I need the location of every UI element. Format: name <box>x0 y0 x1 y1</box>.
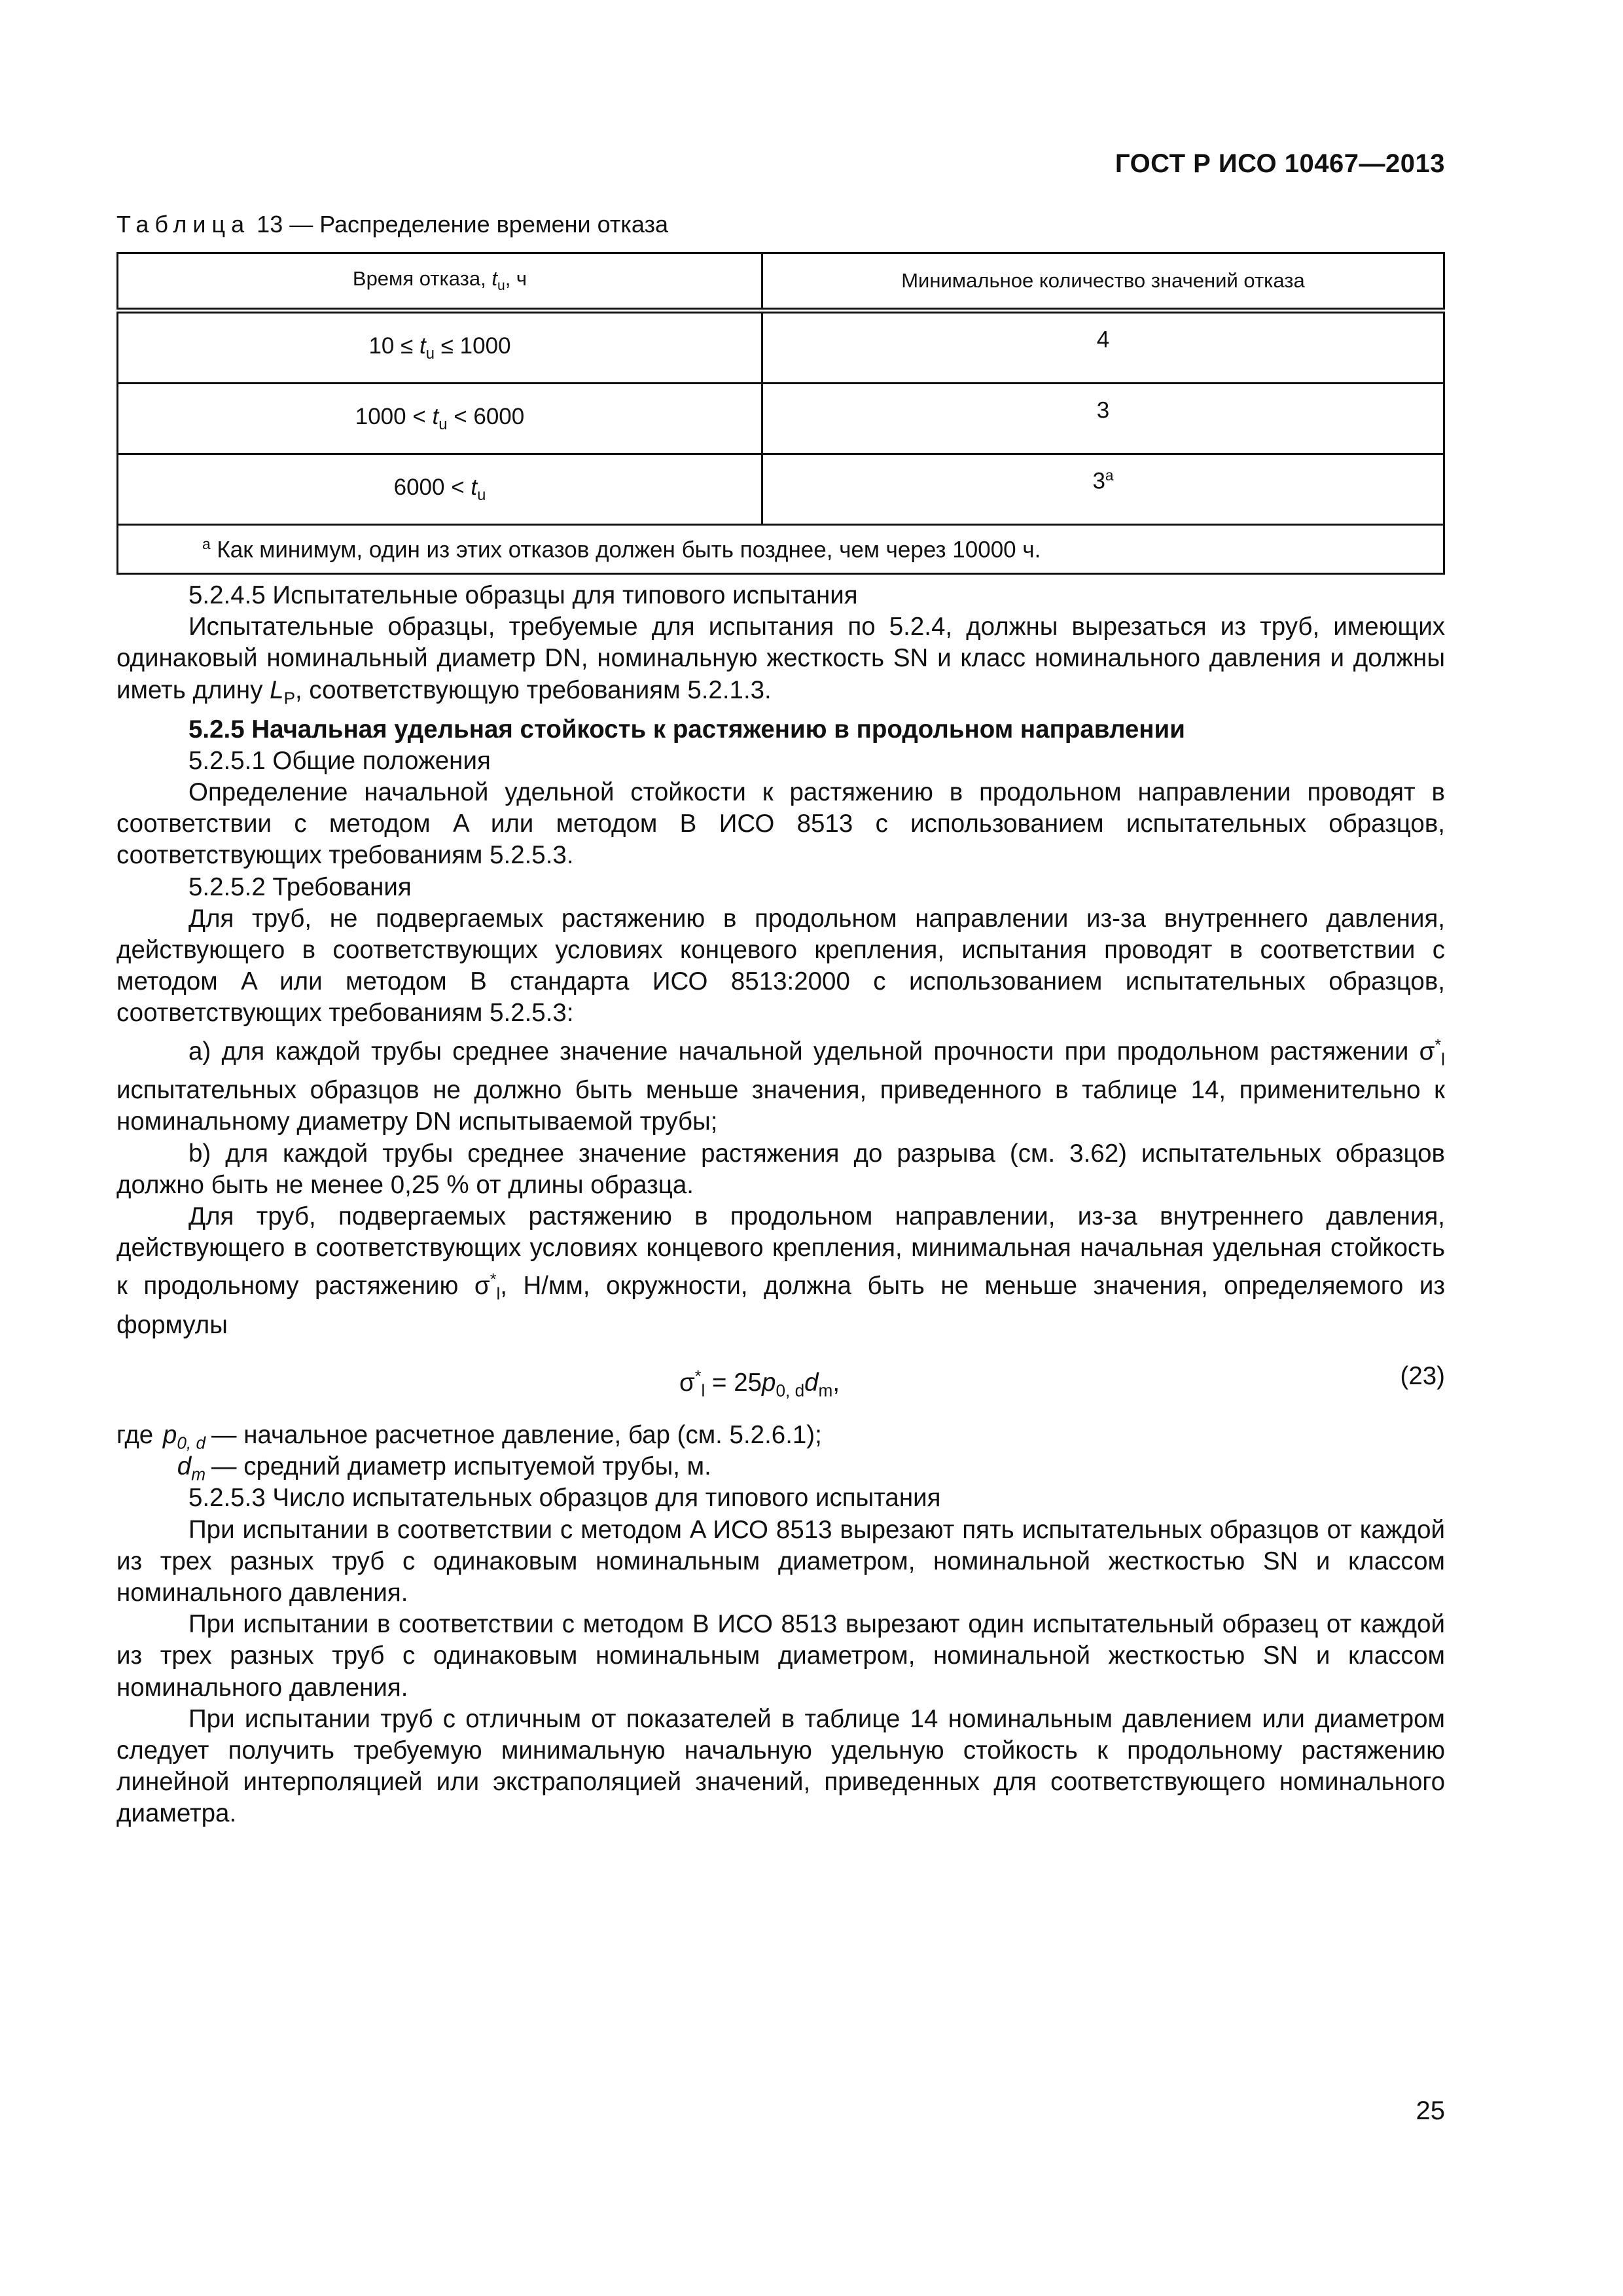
table-row <box>118 384 1444 454</box>
list-item-b: b) для каждой трубы среднее значение растяжения до разрыва (см. 3.62) испытательных образцов должно быть не менее 0,25 % от длины образца. <box>116 1139 1445 1199</box>
formula-expression: $\sigma^*_l = 25p_{0, d}d_m$, <box>679 1367 840 1401</box>
section-5-2-4-5-title: 5.2.4.5 Испытательные образцы для типового испытания <box>188 581 858 609</box>
where-item-pressure <box>116 1420 1445 1454</box>
section-5-2-5-1-title: 5.2.5.1 Общие положения <box>188 746 491 775</box>
document-body <box>116 580 1445 1830</box>
where-symbol: $d_m$ <box>177 1452 205 1485</box>
paragraph-method-b: При испытании в соответствии с методом B ИСО 8513 вырезают один испытательный образец от каждой из трех разных труб с одинаковым номинальным диаметром, номинальной жесткостью SN и классом номинального давления. <box>116 1610 1445 1702</box>
where-item-diameter <box>116 1451 1445 1485</box>
table-cell-time-range: $6000 < t_u$ <box>118 454 762 525</box>
section-5-2-5-heading: 5.2.5 Начальная удельная стойкость к растяжению в продольном направлении <box>188 715 1185 744</box>
paragraph-test-specimens: Испытательные образцы, требуемые для испытания по 5.2.4, должны вырезаться из труб, имеющих одинаковый номинальный диаметр DN, номинальную жесткость SN и класс номинального давления и должны иметь длину $L_P$, соответствующую требованиям 5.2.1.3. <box>116 613 1445 708</box>
table-header-row <box>118 253 1444 311</box>
formula-23 <box>116 1348 1445 1420</box>
table-footnote: $^a$ Как минимум, один из этих отказов должен быть позднее, чем через 10000 ч. <box>118 525 1444 574</box>
paragraph-method-a: При испытании в соответствии с методом A ИСО 8513 вырезают пять испытательных образцов от каждой из трех разных труб с одинаковым номинальным диаметром, номинальной жесткостью SN и классом номинального давления. <box>116 1515 1445 1607</box>
where-description: — средний диаметр испытуемой трубы, м. <box>211 1452 711 1481</box>
table-cell-time-range: $10 \le t_u \le 1000$ <box>118 311 762 384</box>
document-code-header: ГОСТ Р ИСО 10467—2013 <box>1115 149 1445 178</box>
table-row <box>118 454 1444 525</box>
list-item-a: a) для каждой трубы среднее значение начальной удельной прочности при продольном растяжении $\sigma^*_l$ испытательных образцов не должно быть меньше значения, приведенного в таблице 14, применительно к номинальному диаметру DN испытываемой трубы; <box>116 1035 1445 1136</box>
table-cell-min-count: 3$^a$ <box>762 454 1444 525</box>
table-row <box>118 311 1444 384</box>
table-cell-time-range: $1000 < t_u < 6000$ <box>118 384 762 454</box>
table-caption <box>116 211 668 238</box>
table-caption-word: Таблица <box>116 211 251 238</box>
paragraph-minimum-strength: Для труб, подвергаемых растяжению в продольном направлении, из-за внутреннего давления, действующего в соответствующих условиях концевого крепления, минимальная начальная удельная стойкость к продольному растяжению $\sigma^*_l$, Н/мм, окружности, должна быть не меньше значения, определяемого из формулы <box>116 1202 1445 1340</box>
table-cell-min-count: 3 <box>762 384 1444 454</box>
where-symbol: $p_{0, d}$ <box>162 1421 205 1454</box>
formula-number: (23) <box>1400 1362 1445 1391</box>
paragraph-general: Определение начальной удельной стойкости к растяжению в продольном направлении проводят в соответствии с методом A или методом B ИСО 8513 с использованием испытательных образцов, соответствующих требованиям 5.2.5.3. <box>116 778 1445 870</box>
where-label: где <box>116 1421 154 1450</box>
column-header-failure-time: Время отказа, $t_u$, ч <box>118 253 762 311</box>
failure-time-table <box>116 252 1445 575</box>
section-5-2-5-3-title: 5.2.5.3 Число испытательных образцов для типового испытания <box>188 1484 941 1513</box>
table-caption-title: 13 — Распределение времени отказа <box>257 211 669 238</box>
section-5-2-5-2-title: 5.2.5.2 Требования <box>188 872 412 901</box>
column-header-min-failures: Минимальное количество значений отказа <box>762 253 1444 311</box>
where-description: — начальное расчетное давление, бар (см. 5.2.6.1); <box>211 1421 822 1450</box>
table-footnote-row <box>118 525 1444 574</box>
table-cell-min-count: 4 <box>762 311 1444 384</box>
page-number: 25 <box>1416 2096 1445 2125</box>
paragraph-requirements: Для труб, не подвергаемых растяжению в продольном направлении из-за внутреннего давления, действующего в соответствующих условиях концевого крепления, испытания проводят в соответствии с методом A или методом B стандарта ИСО 8513:2000 с использованием испытательных образцов, соответствующих требованиям 5.2.5.3: <box>116 904 1445 1028</box>
paragraph-interpolation: При испытании труб с отличным от показателей в таблице 14 номинальным давлением или диаметром следует получить требуемую минимальную начальную удельную стойкость к продольному растяжению линейной интерполяцией или экстраполяцией значений, приведенных для соответствующего номинального диаметра. <box>116 1704 1445 1828</box>
